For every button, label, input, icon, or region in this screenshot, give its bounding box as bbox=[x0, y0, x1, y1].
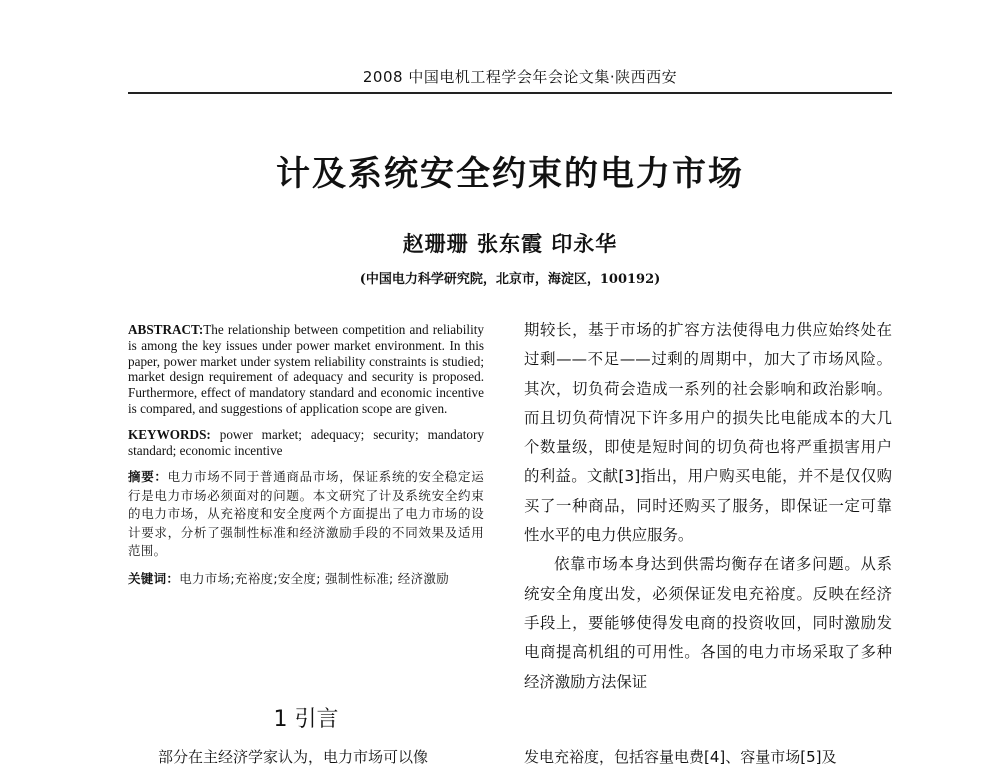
abstract-cn-label: 摘要： bbox=[128, 469, 168, 485]
keywords-cn-text: 电力市场;充裕度;安全度; 强制性标准; 经济激励 bbox=[179, 570, 449, 586]
affiliation: (中国电力科学研究院，北京市，海淀区，100192) bbox=[359, 272, 661, 287]
keywords-cn-label: 关键词： bbox=[128, 570, 180, 586]
left-column-cutoff-line: 部分在主经济学家认为，电力市场可以像 bbox=[158, 748, 429, 766]
keywords-en-text: power market; adequacy; security; mandatory standard; economic incentive bbox=[128, 426, 484, 458]
right-column bbox=[524, 316, 892, 697]
abstract-cn bbox=[128, 468, 484, 561]
body-paragraph-1: 期较长，基于市场的扩容方法使得电力供应始终处在过剩——不足——过剩的周期中，加大了市场风险。其次，切负荷会造成一系列的社会影响和政治影响。而且切负荷情况下许多用户的损失比电能成本的大几个数量级，即使是短时间的切负荷也将严重损害用户的利益。文献[3]指出，用户购买电能，并不是仅仅购买了一种商品，同时还购买了服务，即保证一定可靠性水平的电力供应服务。 bbox=[524, 321, 892, 545]
abstract-en-label: ABSTRACT: bbox=[128, 322, 204, 337]
running-header: 2008 中国电机工程学会年会论文集·陕西西安 bbox=[362, 68, 678, 86]
paper-title: 计及系统安全约束的电力市场 bbox=[276, 154, 744, 194]
keywords-cn bbox=[128, 570, 484, 589]
header-rule bbox=[128, 92, 892, 94]
left-column bbox=[128, 322, 484, 588]
authors: 赵珊珊 张东霞 印永华 bbox=[402, 231, 618, 256]
section-1-heading: 1 引言 bbox=[273, 707, 339, 732]
abstract-en-text: The relationship between competition and reliability is among the key issues under power market environment. In this paper, power market under system reliability constraints is studied; market design requirement of adequacy and security is proposed. Furthermore, effect of mandatory standard and economic incentive is compared, and suggestions of application scope are given. bbox=[128, 322, 484, 416]
body-paragraph-2: 依靠市场本身达到供需均衡存在诸多问题。从系统安全角度出发，必须保证发电充裕度。反映在经济手段上，要能够使得发电商的投资收回，同时激励发电商提高机组的可用性。各国的电力市场采取了多种经济激励方法保证 bbox=[524, 555, 892, 691]
abstract-en bbox=[128, 322, 484, 417]
right-column-cutoff-line: 发电充裕度，包括容量电费[4]、容量市场[5]及 bbox=[524, 748, 837, 766]
abstract-cn-text: 电力市场不同于普通商品市场，保证系统的安全稳定运行是电力市场必须面对的问题。本文研究了计及系统安全约束的电力市场，从充裕度和安全度两个方面提出了电力市场的设计要求，分析了强制性标准和经济激励手段的不同效果及适用范围。 bbox=[128, 469, 485, 559]
keywords-en-label: KEYWORDS: bbox=[128, 426, 211, 442]
keywords-en bbox=[128, 427, 484, 459]
